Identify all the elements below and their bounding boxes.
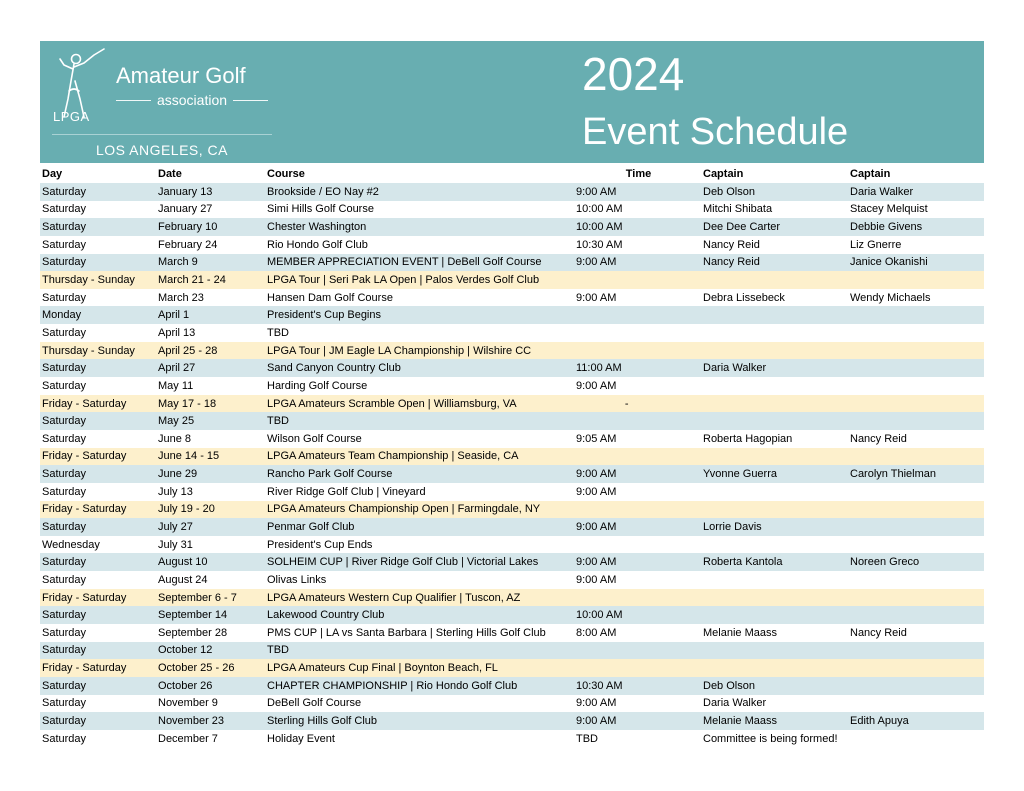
table-row [40, 430, 984, 448]
cell-course: President's Cup Begins [265, 306, 574, 324]
cell-date: October 26 [156, 677, 265, 695]
logo-divider [52, 134, 272, 135]
cell-time: 9:00 AM [574, 695, 701, 713]
cell-course: Wilson Golf Course [265, 430, 574, 448]
org-subtitle [116, 92, 268, 108]
cell-day: Saturday [40, 606, 156, 624]
cell-captain-2 [848, 518, 984, 536]
cell-day: Saturday [40, 642, 156, 660]
cell-captain-2 [848, 377, 984, 395]
table-header-row [40, 165, 984, 183]
cell-time [574, 589, 701, 607]
cell-date: July 13 [156, 483, 265, 501]
cell-day: Friday - Saturday [40, 395, 156, 413]
cell-day: Friday - Saturday [40, 501, 156, 519]
cell-course: Rancho Park Golf Course [265, 465, 574, 483]
cell-day: Saturday [40, 377, 156, 395]
cell-captain-1 [701, 448, 848, 466]
table-row [40, 677, 984, 695]
cell-time: 9:00 AM [574, 553, 701, 571]
cell-captain-2: Stacey Melquist [848, 201, 984, 219]
cell-time: 9:05 AM [574, 430, 701, 448]
cell-course: PMS CUP | LA vs Santa Barbara | Sterling Hills Golf Club [265, 624, 574, 642]
cell-captain-1 [701, 536, 848, 554]
table-row [40, 553, 984, 571]
cell-date: January 27 [156, 201, 265, 219]
cell-captain-1 [701, 271, 848, 289]
cell-date: April 1 [156, 306, 265, 324]
cell-time: 9:00 AM [574, 289, 701, 307]
cell-date: July 19 - 20 [156, 501, 265, 519]
table-row [40, 483, 984, 501]
lpga-wordmark: LPGA [53, 109, 90, 124]
cell-day: Saturday [40, 254, 156, 272]
cell-date: May 17 - 18 [156, 395, 265, 413]
cell-captain-1 [701, 306, 848, 324]
cell-captain-2 [848, 324, 984, 342]
cell-course: TBD [265, 412, 574, 430]
cell-captain-2 [848, 448, 984, 466]
cell-captain-1: Committee is being formed! [701, 730, 848, 748]
cell-course: TBD [265, 324, 574, 342]
cell-day: Saturday [40, 483, 156, 501]
cell-time: 10:00 AM [574, 201, 701, 219]
cell-date: April 13 [156, 324, 265, 342]
cell-captain-1 [701, 659, 848, 677]
cell-captain-2 [848, 342, 984, 360]
cell-course: LPGA Amateurs Championship Open | Farmingdale, NY [265, 501, 574, 519]
cell-course: MEMBER APPRECIATION EVENT | DeBell Golf Course [265, 254, 574, 272]
cell-course: Hansen Dam Golf Course [265, 289, 574, 307]
col-header-time: Time [625, 168, 652, 180]
cell-date: September 6 - 7 [156, 589, 265, 607]
cell-course: DeBell Golf Course [265, 695, 574, 713]
col-header-day: Day [42, 168, 63, 180]
cell-captain-2 [848, 659, 984, 677]
cell-time: 9:00 AM [574, 377, 701, 395]
cell-date: November 9 [156, 695, 265, 713]
cell-day: Saturday [40, 571, 156, 589]
table-row [40, 377, 984, 395]
cell-day: Friday - Saturday [40, 659, 156, 677]
table-row [40, 289, 984, 307]
table-row [40, 695, 984, 713]
table-row [40, 606, 984, 624]
cell-date: May 11 [156, 377, 265, 395]
cell-date: September 28 [156, 624, 265, 642]
cell-day: Saturday [40, 624, 156, 642]
cell-date: April 25 - 28 [156, 342, 265, 360]
schedule-year: 2024 [582, 48, 685, 100]
cell-course: TBD [265, 642, 574, 660]
cell-course: Simi Hills Golf Course [265, 201, 574, 219]
cell-day: Monday [40, 306, 156, 324]
cell-time: - [574, 395, 701, 413]
cell-course: LPGA Amateurs Team Championship | Seaside, CA [265, 448, 574, 466]
cell-day: Saturday [40, 730, 156, 748]
table-row [40, 359, 984, 377]
event-schedule-table [40, 165, 984, 748]
cell-time [574, 306, 701, 324]
cell-date: August 10 [156, 553, 265, 571]
table-row [40, 306, 984, 324]
cell-captain-2 [848, 589, 984, 607]
cell-day: Saturday [40, 359, 156, 377]
cell-course: LPGA Tour | Seri Pak LA Open | Palos Verdes Golf Club [265, 271, 574, 289]
cell-course: President's Cup Ends [265, 536, 574, 554]
cell-time: 9:00 AM [574, 571, 701, 589]
cell-captain-1: Deb Olson [701, 677, 848, 695]
cell-captain-2 [848, 306, 984, 324]
cell-time: 9:00 AM [574, 254, 701, 272]
cell-date: July 27 [156, 518, 265, 536]
cell-course: SOLHEIM CUP | River Ridge Golf Club | Victorial Lakes [265, 553, 574, 571]
cell-course: Sterling Hills Golf Club [265, 712, 574, 730]
org-name: Amateur Golf [116, 63, 246, 88]
cell-time [574, 271, 701, 289]
table-row [40, 254, 984, 272]
cell-day: Saturday [40, 712, 156, 730]
cell-captain-2: Liz Gnerre [848, 236, 984, 254]
cell-course: LPGA Tour | JM Eagle LA Championship | Wilshire CC [265, 342, 574, 360]
cell-captain-1: Melanie Maass [701, 624, 848, 642]
table-row [40, 501, 984, 519]
cell-captain-2: Edith Apuya [848, 712, 984, 730]
cell-course: Holiday Event [265, 730, 574, 748]
cell-captain-1: Lorrie Davis [701, 518, 848, 536]
table-row [40, 183, 984, 201]
cell-captain-2 [848, 536, 984, 554]
schedule-body [40, 183, 984, 748]
cell-captain-2: Noreen Greco [848, 553, 984, 571]
cell-captain-2 [848, 606, 984, 624]
org-subtitle-text: association [156, 92, 228, 108]
cell-date: June 29 [156, 465, 265, 483]
cell-day: Saturday [40, 465, 156, 483]
cell-time: 10:30 AM [574, 236, 701, 254]
table-row [40, 395, 984, 413]
cell-time: 10:00 AM [574, 218, 701, 236]
cell-day: Saturday [40, 218, 156, 236]
cell-captain-1 [701, 606, 848, 624]
cell-captain-2 [848, 677, 984, 695]
cell-time: 8:00 AM [574, 624, 701, 642]
cell-day: Saturday [40, 553, 156, 571]
cell-time: 11:00 AM [574, 359, 701, 377]
cell-date: May 25 [156, 412, 265, 430]
cell-date: March 21 - 24 [156, 271, 265, 289]
chapter-city: LOS ANGELES, CA [96, 142, 228, 158]
cell-day: Friday - Saturday [40, 448, 156, 466]
cell-captain-1 [701, 642, 848, 660]
cell-captain-1: Yvonne Guerra [701, 465, 848, 483]
cell-captain-1 [701, 501, 848, 519]
cell-day: Saturday [40, 677, 156, 695]
cell-time [574, 501, 701, 519]
cell-course: CHAPTER CHAMPIONSHIP | Rio Hondo Golf Club [265, 677, 574, 695]
cell-day: Saturday [40, 412, 156, 430]
cell-time: 9:00 AM [574, 483, 701, 501]
cell-captain-2: Daria Walker [848, 183, 984, 201]
cell-captain-1 [701, 377, 848, 395]
cell-time [574, 659, 701, 677]
cell-date: August 24 [156, 571, 265, 589]
table-row [40, 589, 984, 607]
cell-course: Harding Golf Course [265, 377, 574, 395]
cell-day: Saturday [40, 430, 156, 448]
cell-course: Lakewood Country Club [265, 606, 574, 624]
cell-captain-2 [848, 412, 984, 430]
cell-captain-2: Wendy Michaels [848, 289, 984, 307]
header-banner [40, 41, 984, 163]
cell-captain-1: Melanie Maass [701, 712, 848, 730]
col-header-course: Course [267, 168, 305, 180]
cell-course: Rio Hondo Golf Club [265, 236, 574, 254]
cell-captain-2: Carolyn Thielman [848, 465, 984, 483]
cell-course: Olivas Links [265, 571, 574, 589]
cell-day: Saturday [40, 695, 156, 713]
cell-captain-2 [848, 483, 984, 501]
cell-captain-2 [848, 642, 984, 660]
cell-course: River Ridge Golf Club | Vineyard [265, 483, 574, 501]
col-header-captain-2: Captain [850, 168, 891, 180]
subtitle-rule-left [116, 100, 151, 101]
cell-captain-2 [848, 271, 984, 289]
table-row [40, 642, 984, 660]
cell-captain-1: Debra Lissebeck [701, 289, 848, 307]
cell-date: January 13 [156, 183, 265, 201]
table-row [40, 518, 984, 536]
subtitle-rule-right [233, 100, 268, 101]
table-row [40, 624, 984, 642]
table-row [40, 412, 984, 430]
table-row [40, 271, 984, 289]
cell-captain-1 [701, 324, 848, 342]
cell-captain-1: Daria Walker [701, 359, 848, 377]
cell-captain-2 [848, 501, 984, 519]
cell-day: Wednesday [40, 536, 156, 554]
cell-date: April 27 [156, 359, 265, 377]
cell-captain-1: Deb Olson [701, 183, 848, 201]
cell-captain-1 [701, 395, 848, 413]
col-header-captain-1: Captain [703, 168, 744, 180]
cell-date: February 10 [156, 218, 265, 236]
cell-captain-1: Dee Dee Carter [701, 218, 848, 236]
cell-course: Sand Canyon Country Club [265, 359, 574, 377]
cell-date: June 8 [156, 430, 265, 448]
cell-time [574, 412, 701, 430]
table-row [40, 324, 984, 342]
cell-time [574, 324, 701, 342]
cell-course: LPGA Amateurs Cup Final | Boynton Beach, FL [265, 659, 574, 677]
table-row [40, 571, 984, 589]
cell-captain-1 [701, 412, 848, 430]
cell-captain-1 [701, 342, 848, 360]
cell-time [574, 342, 701, 360]
cell-captain-1 [701, 589, 848, 607]
cell-captain-2: Nancy Reid [848, 624, 984, 642]
cell-time [574, 536, 701, 554]
table-row [40, 201, 984, 219]
cell-course: Brookside / EO Nay #2 [265, 183, 574, 201]
cell-captain-1: Daria Walker [701, 695, 848, 713]
cell-captain-2 [848, 730, 984, 748]
table-row [40, 236, 984, 254]
cell-captain-1: Nancy Reid [701, 236, 848, 254]
cell-date: June 14 - 15 [156, 448, 265, 466]
cell-time: 10:00 AM [574, 606, 701, 624]
cell-captain-2: Debbie Givens [848, 218, 984, 236]
cell-captain-2: Janice Okanishi [848, 254, 984, 272]
cell-captain-1 [701, 571, 848, 589]
cell-date: November 23 [156, 712, 265, 730]
schedule-title: Event Schedule [582, 111, 849, 153]
cell-course: Penmar Golf Club [265, 518, 574, 536]
cell-date: December 7 [156, 730, 265, 748]
table-row [40, 448, 984, 466]
table-row [40, 659, 984, 677]
table-row [40, 465, 984, 483]
cell-captain-1 [701, 483, 848, 501]
cell-date: July 31 [156, 536, 265, 554]
cell-course: LPGA Amateurs Scramble Open | Williamsburg, VA [265, 395, 574, 413]
cell-day: Saturday [40, 324, 156, 342]
cell-course: Chester Washington [265, 218, 574, 236]
col-header-date: Date [158, 168, 182, 180]
cell-captain-1: Nancy Reid [701, 254, 848, 272]
table-row [40, 730, 984, 748]
cell-time: 10:30 AM [574, 677, 701, 695]
cell-day: Thursday - Sunday [40, 271, 156, 289]
cell-captain-2: Nancy Reid [848, 430, 984, 448]
table-row [40, 712, 984, 730]
table-row [40, 536, 984, 554]
cell-time [574, 448, 701, 466]
cell-date: March 23 [156, 289, 265, 307]
cell-captain-1: Roberta Kantola [701, 553, 848, 571]
cell-captain-2 [848, 571, 984, 589]
cell-time: TBD [574, 730, 701, 748]
cell-time: 9:00 AM [574, 183, 701, 201]
cell-captain-2 [848, 359, 984, 377]
cell-course: LPGA Amateurs Western Cup Qualifier | Tuscon, AZ [265, 589, 574, 607]
cell-captain-2 [848, 395, 984, 413]
cell-time: 9:00 AM [574, 712, 701, 730]
cell-time: 9:00 AM [574, 518, 701, 536]
table-row [40, 218, 984, 236]
cell-date: September 14 [156, 606, 265, 624]
cell-day: Thursday - Sunday [40, 342, 156, 360]
cell-time [574, 642, 701, 660]
cell-date: October 25 - 26 [156, 659, 265, 677]
cell-date: October 12 [156, 642, 265, 660]
cell-day: Saturday [40, 201, 156, 219]
table-row [40, 342, 984, 360]
cell-captain-1: Roberta Hagopian [701, 430, 848, 448]
cell-time: 9:00 AM [574, 465, 701, 483]
cell-day: Saturday [40, 236, 156, 254]
cell-day: Saturday [40, 183, 156, 201]
cell-date: February 24 [156, 236, 265, 254]
cell-day: Saturday [40, 518, 156, 536]
cell-day: Friday - Saturday [40, 589, 156, 607]
cell-captain-1: Mitchi Shibata [701, 201, 848, 219]
cell-day: Saturday [40, 289, 156, 307]
cell-captain-2 [848, 695, 984, 713]
cell-date: March 9 [156, 254, 265, 272]
